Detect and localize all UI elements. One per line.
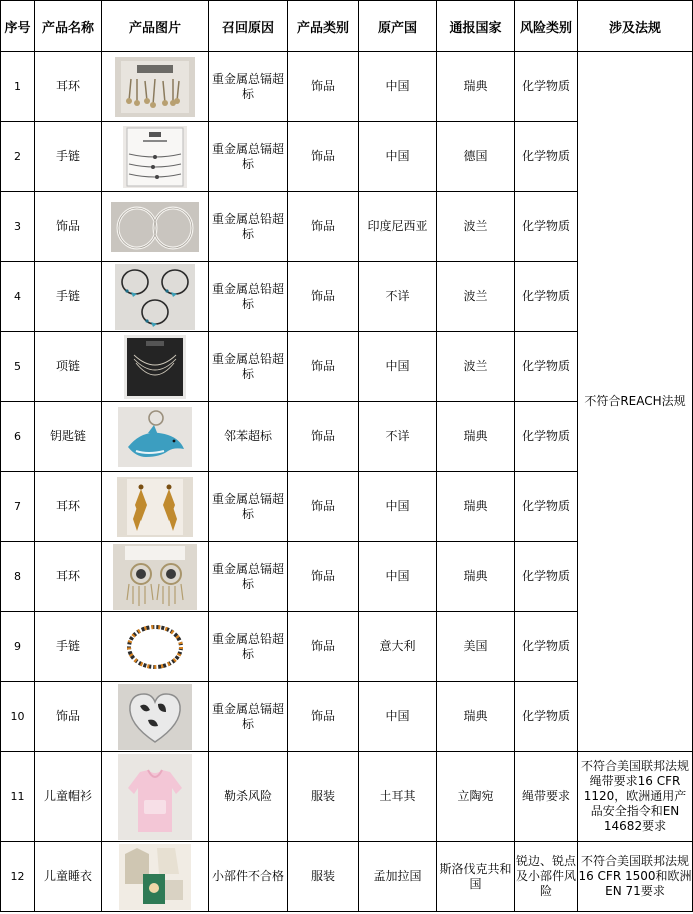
product-category: 饰品 (288, 332, 359, 402)
row-number: 9 (1, 612, 35, 682)
notifying-country: 波兰 (437, 192, 515, 262)
product-image (118, 754, 192, 840)
risk-category: 化学物质 (515, 192, 578, 262)
product-image (123, 126, 187, 188)
recall-reason: 重金属总铅超标 (209, 262, 288, 332)
header-reason: 召回原因 (209, 1, 288, 52)
product-category: 饰品 (288, 612, 359, 682)
recall-reason: 重金属总镉超标 (209, 52, 288, 122)
product-image (113, 544, 197, 610)
row-number: 4 (1, 262, 35, 332)
risk-category: 化学物质 (515, 402, 578, 472)
origin-country: 孟加拉国 (359, 842, 437, 912)
recall-reason: 勒杀风险 (209, 752, 288, 842)
origin-country: 中国 (359, 52, 437, 122)
product-image-cell (102, 842, 209, 912)
row-number: 10 (1, 682, 35, 752)
product-image-cell (102, 52, 209, 122)
origin-country: 中国 (359, 332, 437, 402)
notifying-country: 波兰 (437, 332, 515, 402)
header-row (1, 1, 693, 52)
product-category: 饰品 (288, 402, 359, 472)
origin-country: 中国 (359, 682, 437, 752)
product-name: 手链 (35, 262, 102, 332)
origin-country: 中国 (359, 542, 437, 612)
notifying-country: 立陶宛 (437, 752, 515, 842)
risk-category: 化学物质 (515, 682, 578, 752)
product-image (111, 202, 199, 252)
origin-country: 中国 (359, 122, 437, 192)
regulation: 不符合美国联邦法规绳带要求16 CFR 1120，欧洲通用产品安全指令和EN 14682要求 (578, 752, 693, 842)
product-name: 项链 (35, 332, 102, 402)
product-image (118, 407, 192, 467)
product-category: 服装 (288, 842, 359, 912)
origin-country: 土耳其 (359, 752, 437, 842)
product-image (124, 335, 186, 399)
recall-reason: 重金属总镉超标 (209, 542, 288, 612)
origin-country: 意大利 (359, 612, 437, 682)
product-category: 饰品 (288, 192, 359, 262)
product-name: 手链 (35, 122, 102, 192)
product-category: 饰品 (288, 682, 359, 752)
product-image-cell (102, 122, 209, 192)
risk-category: 化学物质 (515, 542, 578, 612)
notifying-country: 瑞典 (437, 52, 515, 122)
row-number: 3 (1, 192, 35, 262)
product-image-cell (102, 472, 209, 542)
row-number: 1 (1, 52, 35, 122)
notifying-country: 瑞典 (437, 682, 515, 752)
risk-category: 化学物质 (515, 52, 578, 122)
notifying-country: 美国 (437, 612, 515, 682)
risk-category: 绳带要求 (515, 752, 578, 842)
product-name: 儿童睡衣 (35, 842, 102, 912)
product-name: 饰品 (35, 192, 102, 262)
row-number: 12 (1, 842, 35, 912)
recall-reason: 重金属总镉超标 (209, 122, 288, 192)
product-image-cell (102, 752, 209, 842)
notifying-country: 瑞典 (437, 402, 515, 472)
header-origin: 原产国 (359, 1, 437, 52)
header-notifier: 通报国家 (437, 1, 515, 52)
product-image (118, 684, 192, 750)
product-image (117, 477, 193, 537)
product-name: 耳环 (35, 52, 102, 122)
notifying-country: 波兰 (437, 262, 515, 332)
product-category: 服装 (288, 752, 359, 842)
product-category: 饰品 (288, 542, 359, 612)
product-category: 饰品 (288, 262, 359, 332)
notifying-country: 瑞典 (437, 542, 515, 612)
origin-country: 不详 (359, 262, 437, 332)
product-name: 饰品 (35, 682, 102, 752)
risk-category: 化学物质 (515, 332, 578, 402)
table-row (1, 752, 693, 842)
origin-country: 不详 (359, 402, 437, 472)
risk-category: 化学物质 (515, 472, 578, 542)
table-row (1, 52, 693, 122)
row-number: 2 (1, 122, 35, 192)
product-image (115, 57, 195, 117)
product-image (119, 844, 191, 910)
risk-category: 化学物质 (515, 262, 578, 332)
product-image-cell (102, 402, 209, 472)
row-number: 7 (1, 472, 35, 542)
product-name: 耳环 (35, 472, 102, 542)
risk-category: 化学物质 (515, 612, 578, 682)
header-name: 产品名称 (35, 1, 102, 52)
header-category: 产品类别 (288, 1, 359, 52)
recall-reason: 重金属总镉超标 (209, 682, 288, 752)
regulation: 不符合美国联邦法规16 CFR 1500和欧洲EN 71要求 (578, 842, 693, 912)
product-name: 钥匙链 (35, 402, 102, 472)
recall-reason: 重金属总铅超标 (209, 192, 288, 262)
recall-reason: 重金属总镉超标 (209, 472, 288, 542)
notifying-country: 斯洛伐克共和国 (437, 842, 515, 912)
product-image-cell (102, 542, 209, 612)
product-category: 饰品 (288, 122, 359, 192)
product-image-cell (102, 332, 209, 402)
header-risk: 风险类别 (515, 1, 578, 52)
table-row (1, 842, 693, 912)
product-image-cell (102, 682, 209, 752)
product-image (115, 264, 195, 330)
product-image-cell (102, 612, 209, 682)
product-category: 饰品 (288, 52, 359, 122)
header-image: 产品图片 (102, 1, 209, 52)
product-name: 儿童帽衫 (35, 752, 102, 842)
origin-country: 中国 (359, 472, 437, 542)
recall-reason: 重金属总铅超标 (209, 612, 288, 682)
notifying-country: 瑞典 (437, 472, 515, 542)
header-no: 序号 (1, 1, 35, 52)
recall-reason: 小部件不合格 (209, 842, 288, 912)
risk-category: 化学物质 (515, 122, 578, 192)
header-regulation: 涉及法规 (578, 1, 693, 52)
product-name: 耳环 (35, 542, 102, 612)
recall-reason: 重金属总铅超标 (209, 332, 288, 402)
product-category: 饰品 (288, 472, 359, 542)
notifying-country: 德国 (437, 122, 515, 192)
row-number: 8 (1, 542, 35, 612)
row-number: 11 (1, 752, 35, 842)
product-image-cell (102, 192, 209, 262)
product-name: 手链 (35, 612, 102, 682)
product-image-cell (102, 262, 209, 332)
origin-country: 印度尼西亚 (359, 192, 437, 262)
risk-category: 锐边、锐点及小部件风险 (515, 842, 578, 912)
row-number: 6 (1, 402, 35, 472)
regulation-merged: 不符合REACH法规 (578, 52, 693, 752)
product-image (122, 615, 188, 679)
row-number: 5 (1, 332, 35, 402)
recall-reason: 邻苯超标 (209, 402, 288, 472)
